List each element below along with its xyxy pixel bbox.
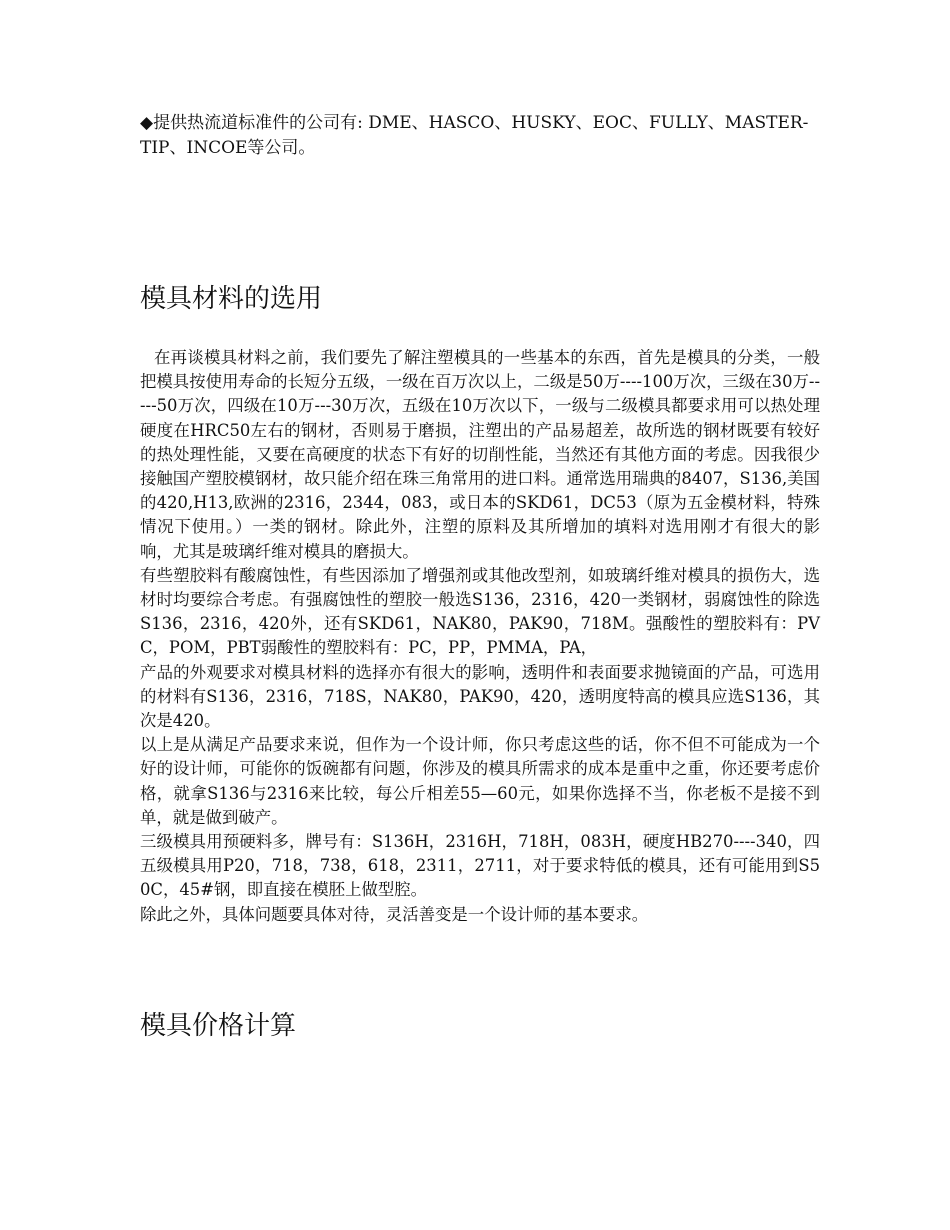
section-heading-mold-materials: 模具材料的选用 <box>140 284 323 314</box>
paragraph-conclusion: 除此之外，具体问题要具体对待，灵活善变是一个设计师的基本要求。 <box>140 904 649 924</box>
paragraph-cost-considerations: 以上是从满足产品要求来说，但作为一个设计师，你只考虑这些的话，你不但不可能成为一个好的设计师，可能你的饭碗都有问题，你涉及的模具所需求的成本是重中之重，你还要考虑价格，就拿S136与2316来比较，每公斤相差55—60元，如果你选择不当，你老板不是接不到单，就是做到破产。 <box>140 735 820 827</box>
paragraph-mold-classification: 在再谈模具材料之前，我们要先了解注塑模具的一些基本的东西，首先是模具的分类，一般把模具按使用寿命的长短分五级，一级在百万次以上，二级是50万----100万次，三级在30万-----50万次，四级在10万---30万次，五级在10万次以下，一级与二级模具都要求用可以热处理硬度在HRC50左右的钢材，否则易于磨损，注塑出的产品易超差，故所选的钢材既要有较好的热处理性能，又要在高硬度的状态下有好的切削性能，当然还有其他方面的考虑。因我很少接触国产塑胶模钢材，故只能介绍在珠三角常用的进口料。通常选用瑞典的8407，S136,美国的420,H13,欧洲的2316，2344，083，或日本的SKD61，DC53（原为五金模材料，特殊情况下使用。）一类的钢材。除此外，注塑的原料及其所增加的填料对选用刚才有很大的影响，尤其是玻璃纤维对模具的磨损大。 <box>140 348 820 561</box>
hot-runner-suppliers-note: ◆提供热流道标准件的公司有: DME、HASCO、HUSKY、EOC、FULLY、MASTER-TIP、INCOE等公司。 <box>140 113 809 158</box>
mold-materials-body <box>140 346 820 927</box>
paragraph-appearance-requirements: 产品的外观要求对模具材料的选择亦有很大的影响，透明件和表面要求抛镜面的产品，可选用的材料有S136，2316，718S，NAK80，PAK90，420，透明度特高的模具应选S136，其次是420。 <box>140 662 820 731</box>
paragraph-prehardened-steel: 三级模具用预硬料多，牌号有：S136H，2316H，718H，083H，硬度HB270----340，四五级模具用P20，718，738，618，2311，2711，对于要求特低的模具，还有可能用到S50C，45#钢，即直接在模胚上做型腔。 <box>140 832 820 900</box>
section-heading-mold-price: 模具价格计算 <box>140 1011 297 1041</box>
paragraph-corrosive-plastics: 有些塑胶料有酸腐蚀性，有些因添加了增强剂或其他改型剂，如玻璃纤维对模具的损伤大，选材时均要综合考虑。有强腐蚀性的塑胶一般选S136，2316，420一类钢材，弱腐蚀性的除选S136，2316，420外，还有SKD61，NAK80，PAK90，718M。强酸性的塑胶料有：PVC，POM，PBT弱酸性的塑胶料有：PC，PP，PMMA，PA， <box>140 565 820 658</box>
